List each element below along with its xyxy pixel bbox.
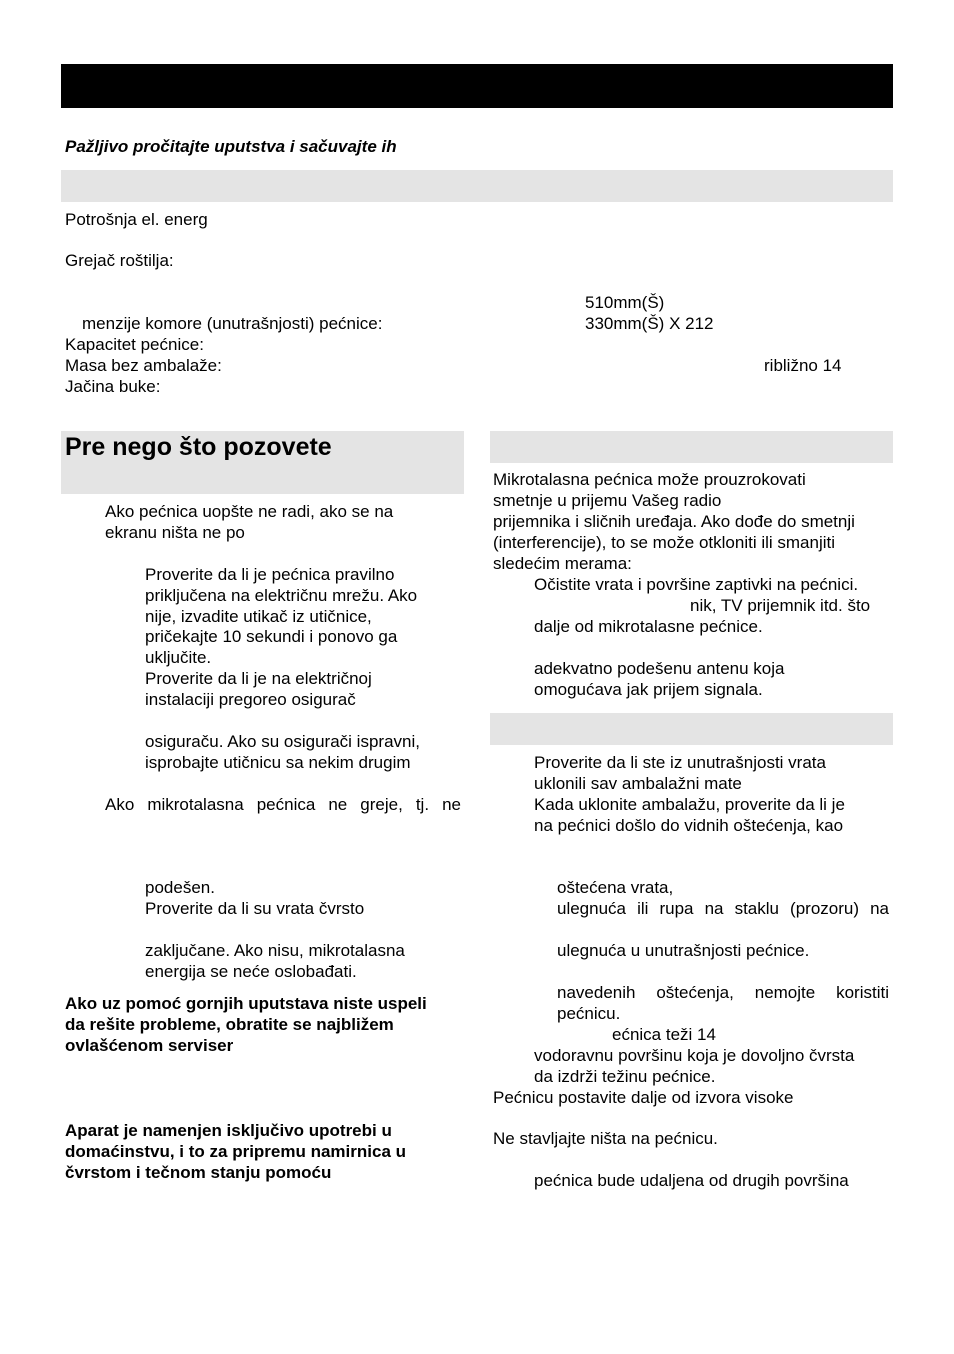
right-line: uklonili sav ambalažni mate	[534, 774, 742, 793]
intro-note: Pažljivo pročitajte uputstva i sačuvajte ih	[65, 137, 397, 156]
right-line: prijemnika i sličnih uređaja. Ako dođe do smetnji	[493, 512, 855, 531]
right-line: Kada uklonite ambalažu, proverite da li je	[534, 795, 845, 814]
left-line: zaključane. Ako nisu, mikrotalasna	[145, 941, 405, 960]
left-line: pričekajte 10 sekundi i ponovo ga	[145, 627, 398, 646]
spec-chamber-value: 330mm(Š) X 212	[585, 314, 714, 333]
left-line: podešen.	[145, 878, 215, 897]
service-note: Ako uz pomoć gornjih uputstava niste uspeli	[65, 994, 427, 1013]
interference-heading-bar	[490, 431, 893, 463]
service-note: da rešite probleme, obratite se najbližem	[65, 1015, 394, 1034]
spec-mass-value: ribližno 14	[764, 356, 842, 375]
left-line: priključena na električnu mrežu. Ako	[145, 586, 418, 605]
right-line: smetnje u prijemu Vašeg radio	[493, 491, 722, 510]
right-line: sledećim merama:	[493, 554, 632, 573]
service-note: ovlašćenom serviser	[65, 1036, 234, 1055]
spec-capacity: Kapacitet pećnice:	[65, 335, 204, 354]
right-line: pećnicu.	[557, 1004, 621, 1023]
left-line: isprobajte utičnicu sa nekim drugim	[145, 753, 411, 772]
left-line: instalaciji pregoreo osigurač	[145, 690, 356, 709]
right-line: pećnica bude udaljena od drugih površina	[534, 1171, 849, 1190]
specs-section-bar	[61, 170, 893, 202]
right-line: da izdrži težinu pećnice.	[534, 1067, 716, 1086]
right-line: Mikrotalasna pećnica može prouzrokovati	[493, 470, 806, 489]
spec-outer-value: 510mm(Š)	[585, 293, 665, 312]
right-line: ulegnuća u unutrašnjosti pećnice.	[557, 941, 810, 960]
left-line: nije, izvadite utikač iz utičnice,	[145, 607, 372, 626]
right-line: adekvatno podešenu antenu koja	[534, 659, 785, 678]
right-line: Ne stavljajte ništa na pećnicu.	[493, 1129, 718, 1148]
right-line: Pećnicu postavite dalje od izvora visoke	[493, 1088, 794, 1107]
right-line: dalje od mikrotalasne pećnice.	[534, 617, 763, 636]
spec-grill: Grejač roštilja:	[65, 251, 174, 270]
right-line: Proverite da li ste iz unutrašnjosti vrata	[534, 753, 826, 772]
right-line: (interferencije), to se može otkloniti ili smanjiti	[493, 533, 836, 552]
right-line: ećnica teži 14	[612, 1025, 716, 1044]
left-line: Ako pećnica uopšte ne radi, ako se na	[105, 502, 394, 521]
left-line: Proverite da li je na električnoj	[145, 669, 372, 688]
left-line: osiguraču. Ako su osigurači ispravni,	[145, 732, 420, 751]
left-line: uključite.	[145, 648, 212, 667]
usage-note: čvrstom i tečnom stanju pomoću	[65, 1163, 332, 1182]
right-line: nik, TV prijemnik itd. što	[690, 596, 871, 615]
left-line: Proverite da li je pećnica pravilno	[145, 565, 395, 584]
right-line: omogućava jak prijem signala.	[534, 680, 763, 699]
right-line: Očistite vrata i površine zaptivki na pećnici.	[534, 575, 859, 594]
right-line: navedenih oštećenja, nemojte koristiti	[557, 983, 889, 1002]
left-line: Proverite da li su vrata čvrsto	[145, 899, 365, 918]
right-line: vodoravnu površinu koja je dovoljno čvrsta	[534, 1046, 855, 1065]
spec-mass: Masa bez ambalaže:	[65, 356, 222, 375]
usage-note: Aparat je namenjen isključivo upotrebi u	[65, 1121, 392, 1140]
troubleshooting-heading: Pre nego što pozovete	[65, 433, 332, 461]
right-line: oštećena vrata,	[557, 878, 674, 897]
left-line: Ako mikrotalasna pećnica ne greje, tj. ne	[105, 795, 461, 814]
right-line: na pećnici došlo do vidnih oštećenja, kao	[534, 816, 844, 835]
left-line: energija se neće oslobađati.	[145, 962, 357, 981]
header-bar	[61, 64, 893, 108]
spec-chamber-label: menzije komore (unutrašnjosti) pećnice:	[82, 314, 383, 333]
installation-heading-bar	[490, 713, 893, 745]
spec-noise: Jačina buke:	[65, 377, 161, 396]
right-line: ulegnuća ili rupa na staklu (prozoru) na	[557, 899, 889, 918]
usage-note: domaćinstvu, i to za pripremu namirnica u	[65, 1142, 407, 1161]
left-line: ekranu ništa ne po	[105, 523, 245, 542]
spec-power: Potrošnja el. energ	[65, 210, 208, 229]
